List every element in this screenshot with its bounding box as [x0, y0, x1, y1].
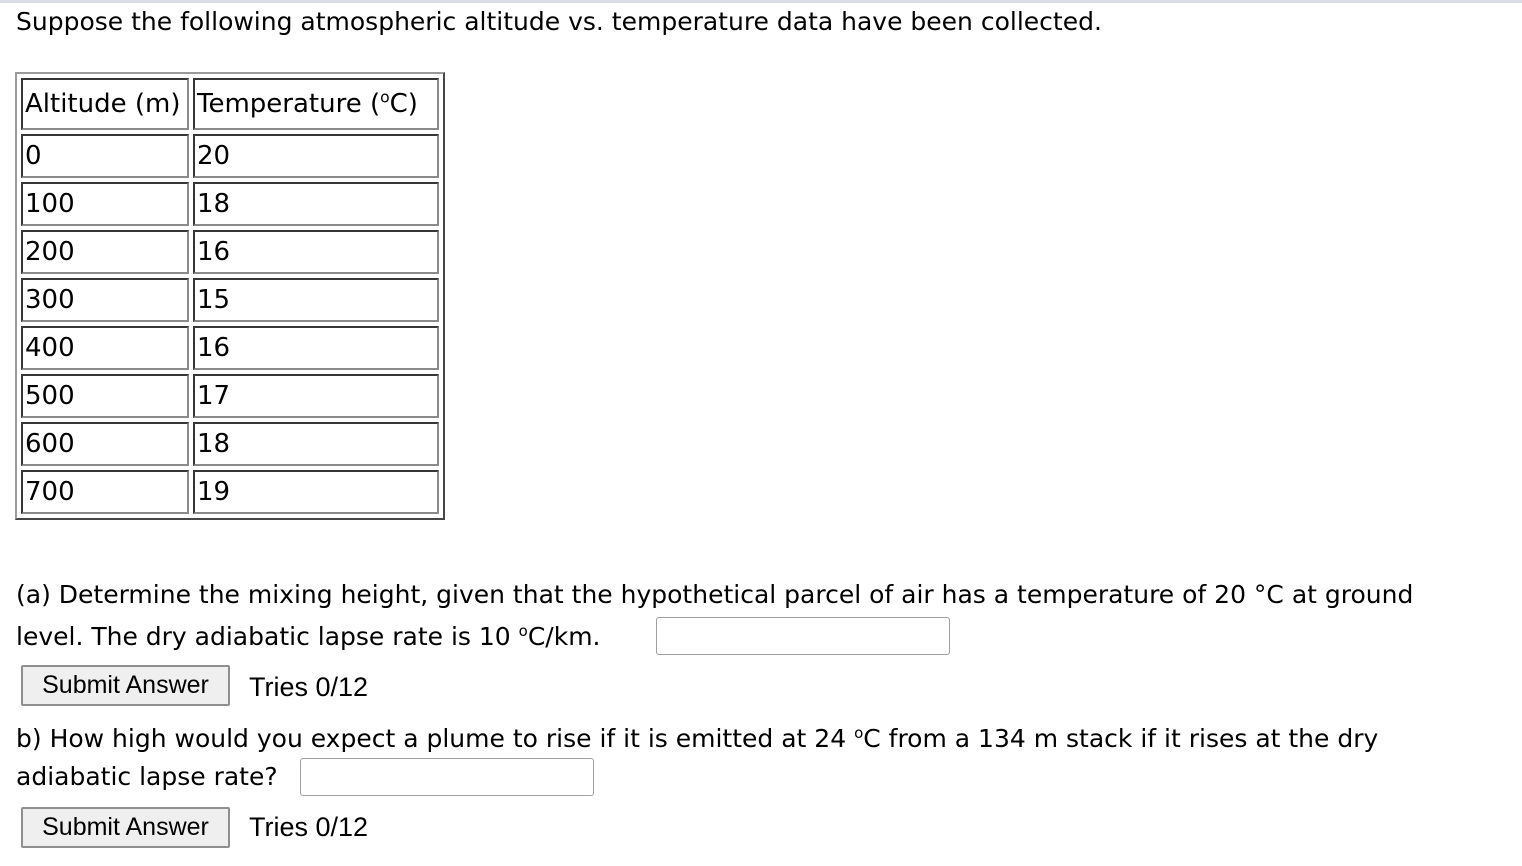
table-row	[21, 422, 439, 466]
tries-counter-b: Tries 0/12	[249, 812, 369, 842]
altitude-cell: 100	[21, 182, 189, 226]
temperature-cell: 16	[193, 230, 439, 274]
degree-symbol: o	[854, 724, 864, 742]
degree-symbol: o	[518, 622, 528, 640]
table-row	[21, 134, 439, 178]
temperature-cell: 18	[193, 182, 439, 226]
table-row	[21, 230, 439, 274]
table-row	[21, 470, 439, 514]
top-divider	[0, 0, 1522, 3]
table-row	[21, 278, 439, 322]
degree-symbol: o	[380, 88, 390, 107]
temperature-cell: 20	[193, 134, 439, 178]
temperature-header-suffix: C)	[389, 89, 418, 119]
altitude-cell: 400	[21, 326, 189, 370]
mixing-height-answer-input[interactable]	[656, 617, 950, 655]
question-a-text-line2	[16, 616, 601, 658]
altitude-cell: 500	[21, 374, 189, 418]
altitude-cell: 300	[21, 278, 189, 322]
question-a-line2-suffix: C/km.	[527, 622, 601, 651]
temperature-cell: 18	[193, 422, 439, 466]
table-row	[21, 374, 439, 418]
question-b-line1-suffix: C from a 134 m stack if it rises at the dry	[863, 724, 1379, 753]
table-row	[21, 326, 439, 370]
temperature-header	[193, 78, 439, 130]
temperature-cell: 19	[193, 470, 439, 514]
submit-answer-a-button[interactable]: Submit Answer	[21, 665, 230, 706]
problem-intro: Suppose the following atmospheric altitude vs. temperature data have been collected.	[16, 7, 1102, 36]
altitude-header: Altitude (m)	[21, 78, 189, 130]
question-b-line1-prefix: b) How high would you expect a plume to rise if it is emitted at 24	[16, 724, 855, 753]
altitude-cell: 200	[21, 230, 189, 274]
question-a-text-line1: (a) Determine the mixing height, given that the hypothetical parcel of air has a temperature of 20 °C at ground	[16, 580, 1414, 609]
question-a-line2-prefix: level. The dry adiabatic lapse rate is 10	[16, 622, 519, 651]
temperature-cell: 16	[193, 326, 439, 370]
question-b-text-line2: adiabatic lapse rate?	[16, 762, 278, 791]
temperature-cell: 15	[193, 278, 439, 322]
altitude-cell: 700	[21, 470, 189, 514]
plume-rise-answer-input[interactable]	[300, 758, 594, 796]
temperature-header-prefix: Temperature (	[197, 89, 381, 119]
altitude-temperature-table	[15, 72, 445, 520]
question-b-text-line1	[16, 718, 1378, 760]
altitude-cell: 600	[21, 422, 189, 466]
table-header-row	[21, 78, 439, 130]
tries-counter-a: Tries 0/12	[249, 672, 369, 702]
altitude-cell: 0	[21, 134, 189, 178]
temperature-cell: 17	[193, 374, 439, 418]
submit-answer-b-button[interactable]: Submit Answer	[21, 807, 230, 848]
table-row	[21, 182, 439, 226]
